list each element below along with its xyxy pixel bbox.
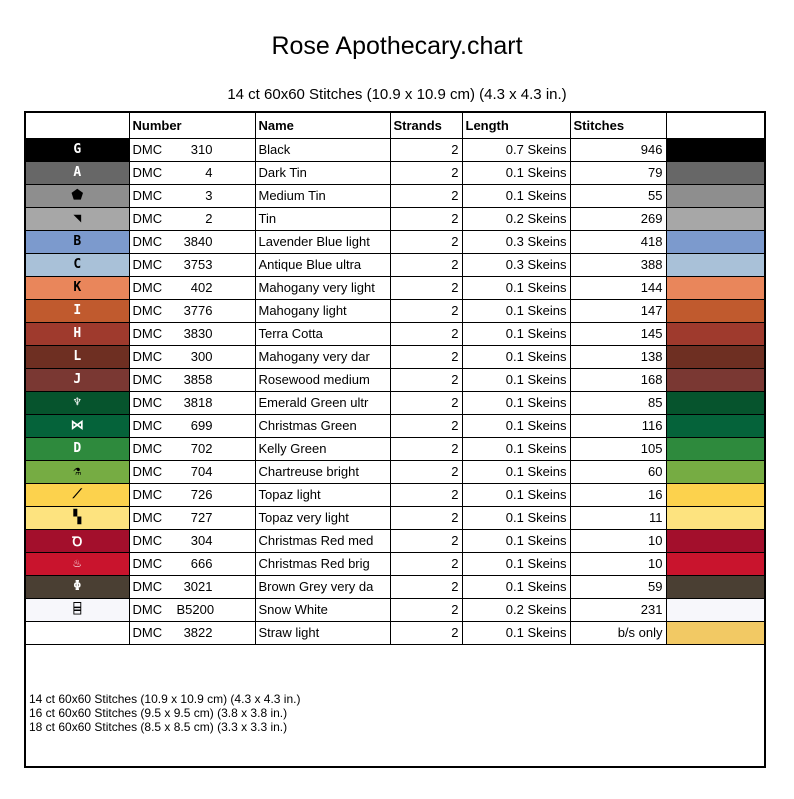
chart-subtitle: 14 ct 60x60 Stitches (10.9 x 10.9 cm) (4.3 x 4.3 in.)	[227, 86, 567, 103]
floss-number-cell	[129, 207, 255, 230]
stitches-cell: 60	[570, 460, 666, 483]
floss-number-cell	[129, 253, 255, 276]
size-note-14ct: 14 ct 60x60 Stitches (10.9 x 10.9 cm) (4.3 x 4.3 in.)	[29, 692, 301, 706]
stitch-symbol-icon: A	[73, 165, 82, 180]
floss-name-cell: Medium Tin	[255, 184, 390, 207]
color-swatch	[666, 529, 764, 552]
length-cell: 0.1 Skeins	[462, 322, 570, 345]
symbol-swatch	[26, 483, 129, 506]
symbol-swatch	[26, 207, 129, 230]
strands-cell: 2	[390, 207, 462, 230]
floss-number-cell	[129, 506, 255, 529]
stitch-symbol-icon: ⚗	[73, 464, 82, 479]
floss-code: 704	[190, 464, 213, 479]
floss-number-cell	[129, 598, 255, 621]
brand-label: DMC	[132, 464, 163, 479]
stitches-cell: 946	[570, 138, 666, 161]
table-row	[26, 575, 764, 598]
floss-number-cell	[129, 138, 255, 161]
floss-code: 3830	[183, 326, 213, 341]
stitch-symbol-icon: J	[73, 372, 82, 387]
floss-name-cell: Black	[255, 138, 390, 161]
number-column-header: Number	[129, 113, 255, 138]
brand-label: DMC	[132, 418, 163, 433]
floss-number-cell	[129, 368, 255, 391]
length-cell: 0.1 Skeins	[462, 506, 570, 529]
length-cell: 0.1 Skeins	[462, 276, 570, 299]
symbol-swatch	[26, 184, 129, 207]
symbol-swatch	[26, 598, 129, 621]
brand-label: DMC	[132, 372, 163, 387]
color-swatch	[666, 506, 764, 529]
stitches-cell: 138	[570, 345, 666, 368]
strands-column-header: Strands	[390, 113, 462, 138]
floss-number-cell	[129, 437, 255, 460]
symbol-swatch	[26, 529, 129, 552]
floss-number-cell	[129, 621, 255, 644]
symbol-swatch	[26, 138, 129, 161]
color-swatch	[666, 575, 764, 598]
floss-number-cell	[129, 552, 255, 575]
brand-label: DMC	[132, 165, 163, 180]
floss-number-cell	[129, 575, 255, 598]
floss-name-cell: Lavender Blue light	[255, 230, 390, 253]
brand-label: DMC	[132, 234, 163, 249]
floss-name-cell: Dark Tin	[255, 161, 390, 184]
table-row	[26, 253, 764, 276]
floss-code: 3753	[183, 257, 213, 272]
floss-code: 2	[205, 211, 213, 226]
stitches-cell: 10	[570, 552, 666, 575]
color-swatch	[666, 253, 764, 276]
strands-cell: 2	[390, 414, 462, 437]
stitch-symbol-icon: L	[73, 349, 82, 364]
length-cell: 0.1 Skeins	[462, 483, 570, 506]
symbol-swatch	[26, 368, 129, 391]
color-swatch	[666, 161, 764, 184]
floss-name-cell: Topaz very light	[255, 506, 390, 529]
chart-title: Rose Apothecary.chart	[271, 32, 523, 60]
brand-label: DMC	[132, 142, 163, 157]
symbol-swatch	[26, 276, 129, 299]
strands-cell: 2	[390, 161, 462, 184]
stitches-cell: 144	[570, 276, 666, 299]
floss-number-cell	[129, 483, 255, 506]
symbol-swatch	[26, 253, 129, 276]
symbol-swatch	[26, 552, 129, 575]
color-swatch	[666, 391, 764, 414]
floss-number-cell	[129, 391, 255, 414]
color-swatch	[666, 552, 764, 575]
floss-name-cell: Terra Cotta	[255, 322, 390, 345]
table-row	[26, 299, 764, 322]
floss-code: 3021	[183, 579, 213, 594]
table-row	[26, 437, 764, 460]
color-swatch	[666, 299, 764, 322]
symbol-swatch	[26, 299, 129, 322]
floss-number-cell	[129, 299, 255, 322]
stitches-cell: 147	[570, 299, 666, 322]
stitches-cell: 145	[570, 322, 666, 345]
floss-name-cell: Christmas Red med	[255, 529, 390, 552]
stitches-cell: 116	[570, 414, 666, 437]
length-cell: 0.1 Skeins	[462, 414, 570, 437]
length-cell: 0.3 Skeins	[462, 230, 570, 253]
symbol-swatch	[26, 161, 129, 184]
floss-name-cell: Brown Grey very da	[255, 575, 390, 598]
floss-number-cell	[129, 322, 255, 345]
floss-code: 726	[190, 487, 213, 502]
legend-frame	[24, 111, 766, 768]
color-swatch	[666, 460, 764, 483]
length-cell: 0.1 Skeins	[462, 437, 570, 460]
length-cell: 0.1 Skeins	[462, 299, 570, 322]
floss-name-cell: Emerald Green ultr	[255, 391, 390, 414]
floss-name-cell: Mahogany very dar	[255, 345, 390, 368]
length-cell: 0.1 Skeins	[462, 184, 570, 207]
color-swatch	[666, 322, 764, 345]
floss-code: B5200	[176, 602, 215, 617]
floss-number-cell	[129, 529, 255, 552]
strands-cell: 2	[390, 460, 462, 483]
symbol-swatch	[26, 230, 129, 253]
floss-code: 3822	[183, 625, 213, 640]
symbol-swatch	[26, 575, 129, 598]
floss-number-cell	[129, 460, 255, 483]
stitches-cell: 168	[570, 368, 666, 391]
strands-cell: 2	[390, 529, 462, 552]
table-row	[26, 506, 764, 529]
table-row	[26, 138, 764, 161]
length-cell: 0.3 Skeins	[462, 253, 570, 276]
stitches-cell: b/s only	[570, 621, 666, 644]
floss-code: 3776	[183, 303, 213, 318]
floss-code: 3858	[183, 372, 213, 387]
strands-cell: 2	[390, 253, 462, 276]
floss-number-cell	[129, 161, 255, 184]
table-row	[26, 276, 764, 299]
color-swatch	[666, 598, 764, 621]
color-swatch	[666, 368, 764, 391]
stitch-symbol-icon: C	[73, 257, 82, 272]
floss-name-cell: Christmas Red brig	[255, 552, 390, 575]
color-swatch	[666, 207, 764, 230]
stitches-cell: 85	[570, 391, 666, 414]
stitches-cell: 16	[570, 483, 666, 506]
floss-name-cell: Rosewood medium	[255, 368, 390, 391]
stitches-cell: 11	[570, 506, 666, 529]
floss-code: 666	[190, 556, 213, 571]
floss-name-cell: Topaz light	[255, 483, 390, 506]
floss-code: 3	[205, 188, 213, 203]
length-cell: 0.1 Skeins	[462, 368, 570, 391]
brand-label: DMC	[132, 326, 163, 341]
length-cell: 0.1 Skeins	[462, 621, 570, 644]
brand-label: DMC	[132, 533, 163, 548]
brand-label: DMC	[132, 303, 163, 318]
strands-cell: 2	[390, 437, 462, 460]
size-note-16ct: 16 ct 60x60 Stitches (9.5 x 9.5 cm) (3.8 x 3.8 in.)	[29, 706, 288, 720]
brand-label: DMC	[132, 510, 163, 525]
length-cell: 0.1 Skeins	[462, 460, 570, 483]
floss-name-cell: Mahogany very light	[255, 276, 390, 299]
table-row	[26, 414, 764, 437]
symbol-column-header	[26, 113, 129, 138]
floss-code: 402	[190, 280, 213, 295]
table-row	[26, 483, 764, 506]
symbol-swatch	[26, 345, 129, 368]
floss-name-cell: Straw light	[255, 621, 390, 644]
stitches-column-header: Stitches	[570, 113, 666, 138]
strands-cell: 2	[390, 276, 462, 299]
floss-code: 3840	[183, 234, 213, 249]
symbol-swatch	[26, 414, 129, 437]
color-swatch	[666, 345, 764, 368]
stitches-cell: 55	[570, 184, 666, 207]
floss-name-cell: Chartreuse bright	[255, 460, 390, 483]
floss-code: 300	[190, 349, 213, 364]
floss-number-cell	[129, 414, 255, 437]
stitches-cell: 388	[570, 253, 666, 276]
symbol-swatch	[26, 437, 129, 460]
length-cell: 0.2 Skeins	[462, 598, 570, 621]
floss-number-cell	[129, 345, 255, 368]
stitch-symbol-icon: Φ	[73, 579, 82, 594]
length-cell: 0.1 Skeins	[462, 391, 570, 414]
stitch-symbol-icon: ◥	[73, 211, 82, 226]
length-cell: 0.2 Skeins	[462, 207, 570, 230]
strands-cell: 2	[390, 230, 462, 253]
floss-name-cell: Mahogany light	[255, 299, 390, 322]
brand-label: DMC	[132, 602, 163, 617]
floss-code: 3818	[183, 395, 213, 410]
symbol-swatch	[26, 391, 129, 414]
floss-number-cell	[129, 276, 255, 299]
length-column-header: Length	[462, 113, 570, 138]
stitch-symbol-icon: ⬟	[71, 188, 83, 203]
length-cell: 0.1 Skeins	[462, 529, 570, 552]
color-swatch	[666, 276, 764, 299]
floss-code: 310	[190, 142, 213, 157]
strands-cell: 2	[390, 598, 462, 621]
strands-cell: 2	[390, 483, 462, 506]
table-row	[26, 345, 764, 368]
strands-cell: 2	[390, 299, 462, 322]
table-row	[26, 391, 764, 414]
brand-label: DMC	[132, 188, 163, 203]
stitches-cell: 105	[570, 437, 666, 460]
color-swatch	[666, 437, 764, 460]
strands-cell: 2	[390, 322, 462, 345]
strands-cell: 2	[390, 345, 462, 368]
strands-cell: 2	[390, 621, 462, 644]
floss-legend-table	[26, 113, 764, 645]
color-swatch	[666, 483, 764, 506]
length-cell: 0.1 Skeins	[462, 552, 570, 575]
table-row	[26, 460, 764, 483]
stitch-symbol-icon: B	[73, 234, 82, 249]
floss-name-cell: Christmas Green	[255, 414, 390, 437]
stitches-cell: 10	[570, 529, 666, 552]
color-swatch	[666, 414, 764, 437]
stitch-symbol-icon: D	[73, 441, 82, 456]
symbol-swatch	[26, 621, 129, 644]
name-column-header: Name	[255, 113, 390, 138]
floss-code: 304	[190, 533, 213, 548]
strands-cell: 2	[390, 184, 462, 207]
brand-label: DMC	[132, 625, 163, 640]
stitches-cell: 79	[570, 161, 666, 184]
floss-code: 702	[190, 441, 213, 456]
length-cell: 0.7 Skeins	[462, 138, 570, 161]
brand-label: DMC	[132, 349, 163, 364]
color-swatch	[666, 621, 764, 644]
floss-number-cell	[129, 230, 255, 253]
stitch-symbol-icon: ⌸	[73, 602, 82, 617]
brand-label: DMC	[132, 487, 163, 502]
table-header-row	[26, 113, 764, 138]
color-swatch	[666, 230, 764, 253]
stitch-symbol-icon: Ꝺ	[72, 534, 83, 550]
color-swatch	[666, 184, 764, 207]
stitch-symbol-icon: H	[73, 326, 82, 341]
stitch-symbol-icon: ♆	[73, 395, 82, 410]
size-note-18ct: 18 ct 60x60 Stitches (8.5 x 8.5 cm) (3.3 x 3.3 in.)	[29, 720, 288, 734]
stitch-symbol-icon: K	[73, 280, 82, 295]
strands-cell: 2	[390, 552, 462, 575]
brand-label: DMC	[132, 211, 163, 226]
table-row	[26, 368, 764, 391]
stitch-symbol-icon: ⋈	[70, 418, 84, 433]
stitch-symbol-icon: ♨	[73, 556, 82, 571]
stitch-symbol-icon: I	[73, 303, 82, 318]
symbol-swatch	[26, 506, 129, 529]
table-row	[26, 161, 764, 184]
color-column-header	[666, 113, 764, 138]
stitches-cell: 418	[570, 230, 666, 253]
table-row	[26, 552, 764, 575]
length-cell: 0.1 Skeins	[462, 345, 570, 368]
stitches-cell: 231	[570, 598, 666, 621]
symbol-swatch	[26, 322, 129, 345]
strands-cell: 2	[390, 368, 462, 391]
stitches-cell: 59	[570, 575, 666, 598]
floss-name-cell: Antique Blue ultra	[255, 253, 390, 276]
table-row	[26, 621, 764, 644]
floss-name-cell: Kelly Green	[255, 437, 390, 460]
floss-code: 699	[190, 418, 213, 433]
table-row	[26, 598, 764, 621]
size-notes	[29, 692, 300, 734]
brand-label: DMC	[132, 441, 163, 456]
table-row	[26, 184, 764, 207]
stitches-cell: 269	[570, 207, 666, 230]
strands-cell: 2	[390, 506, 462, 529]
floss-name-cell: Tin	[255, 207, 390, 230]
floss-code: 4	[205, 165, 213, 180]
stitch-symbol-icon: ⟋	[72, 487, 82, 502]
brand-label: DMC	[132, 395, 163, 410]
table-row	[26, 207, 764, 230]
floss-name-cell: Snow White	[255, 598, 390, 621]
color-swatch	[666, 138, 764, 161]
floss-code: 727	[190, 510, 213, 525]
brand-label: DMC	[132, 280, 163, 295]
floss-number-cell	[129, 184, 255, 207]
stitch-symbol-icon: ▚	[73, 510, 82, 525]
strands-cell: 2	[390, 391, 462, 414]
table-row	[26, 529, 764, 552]
brand-label: DMC	[132, 257, 163, 272]
table-row	[26, 322, 764, 345]
stitch-symbol-icon: G	[73, 142, 82, 157]
strands-cell: 2	[390, 138, 462, 161]
length-cell: 0.1 Skeins	[462, 575, 570, 598]
brand-label: DMC	[132, 556, 163, 571]
strands-cell: 2	[390, 575, 462, 598]
table-row	[26, 230, 764, 253]
brand-label: DMC	[132, 579, 163, 594]
length-cell: 0.1 Skeins	[462, 161, 570, 184]
symbol-swatch	[26, 460, 129, 483]
